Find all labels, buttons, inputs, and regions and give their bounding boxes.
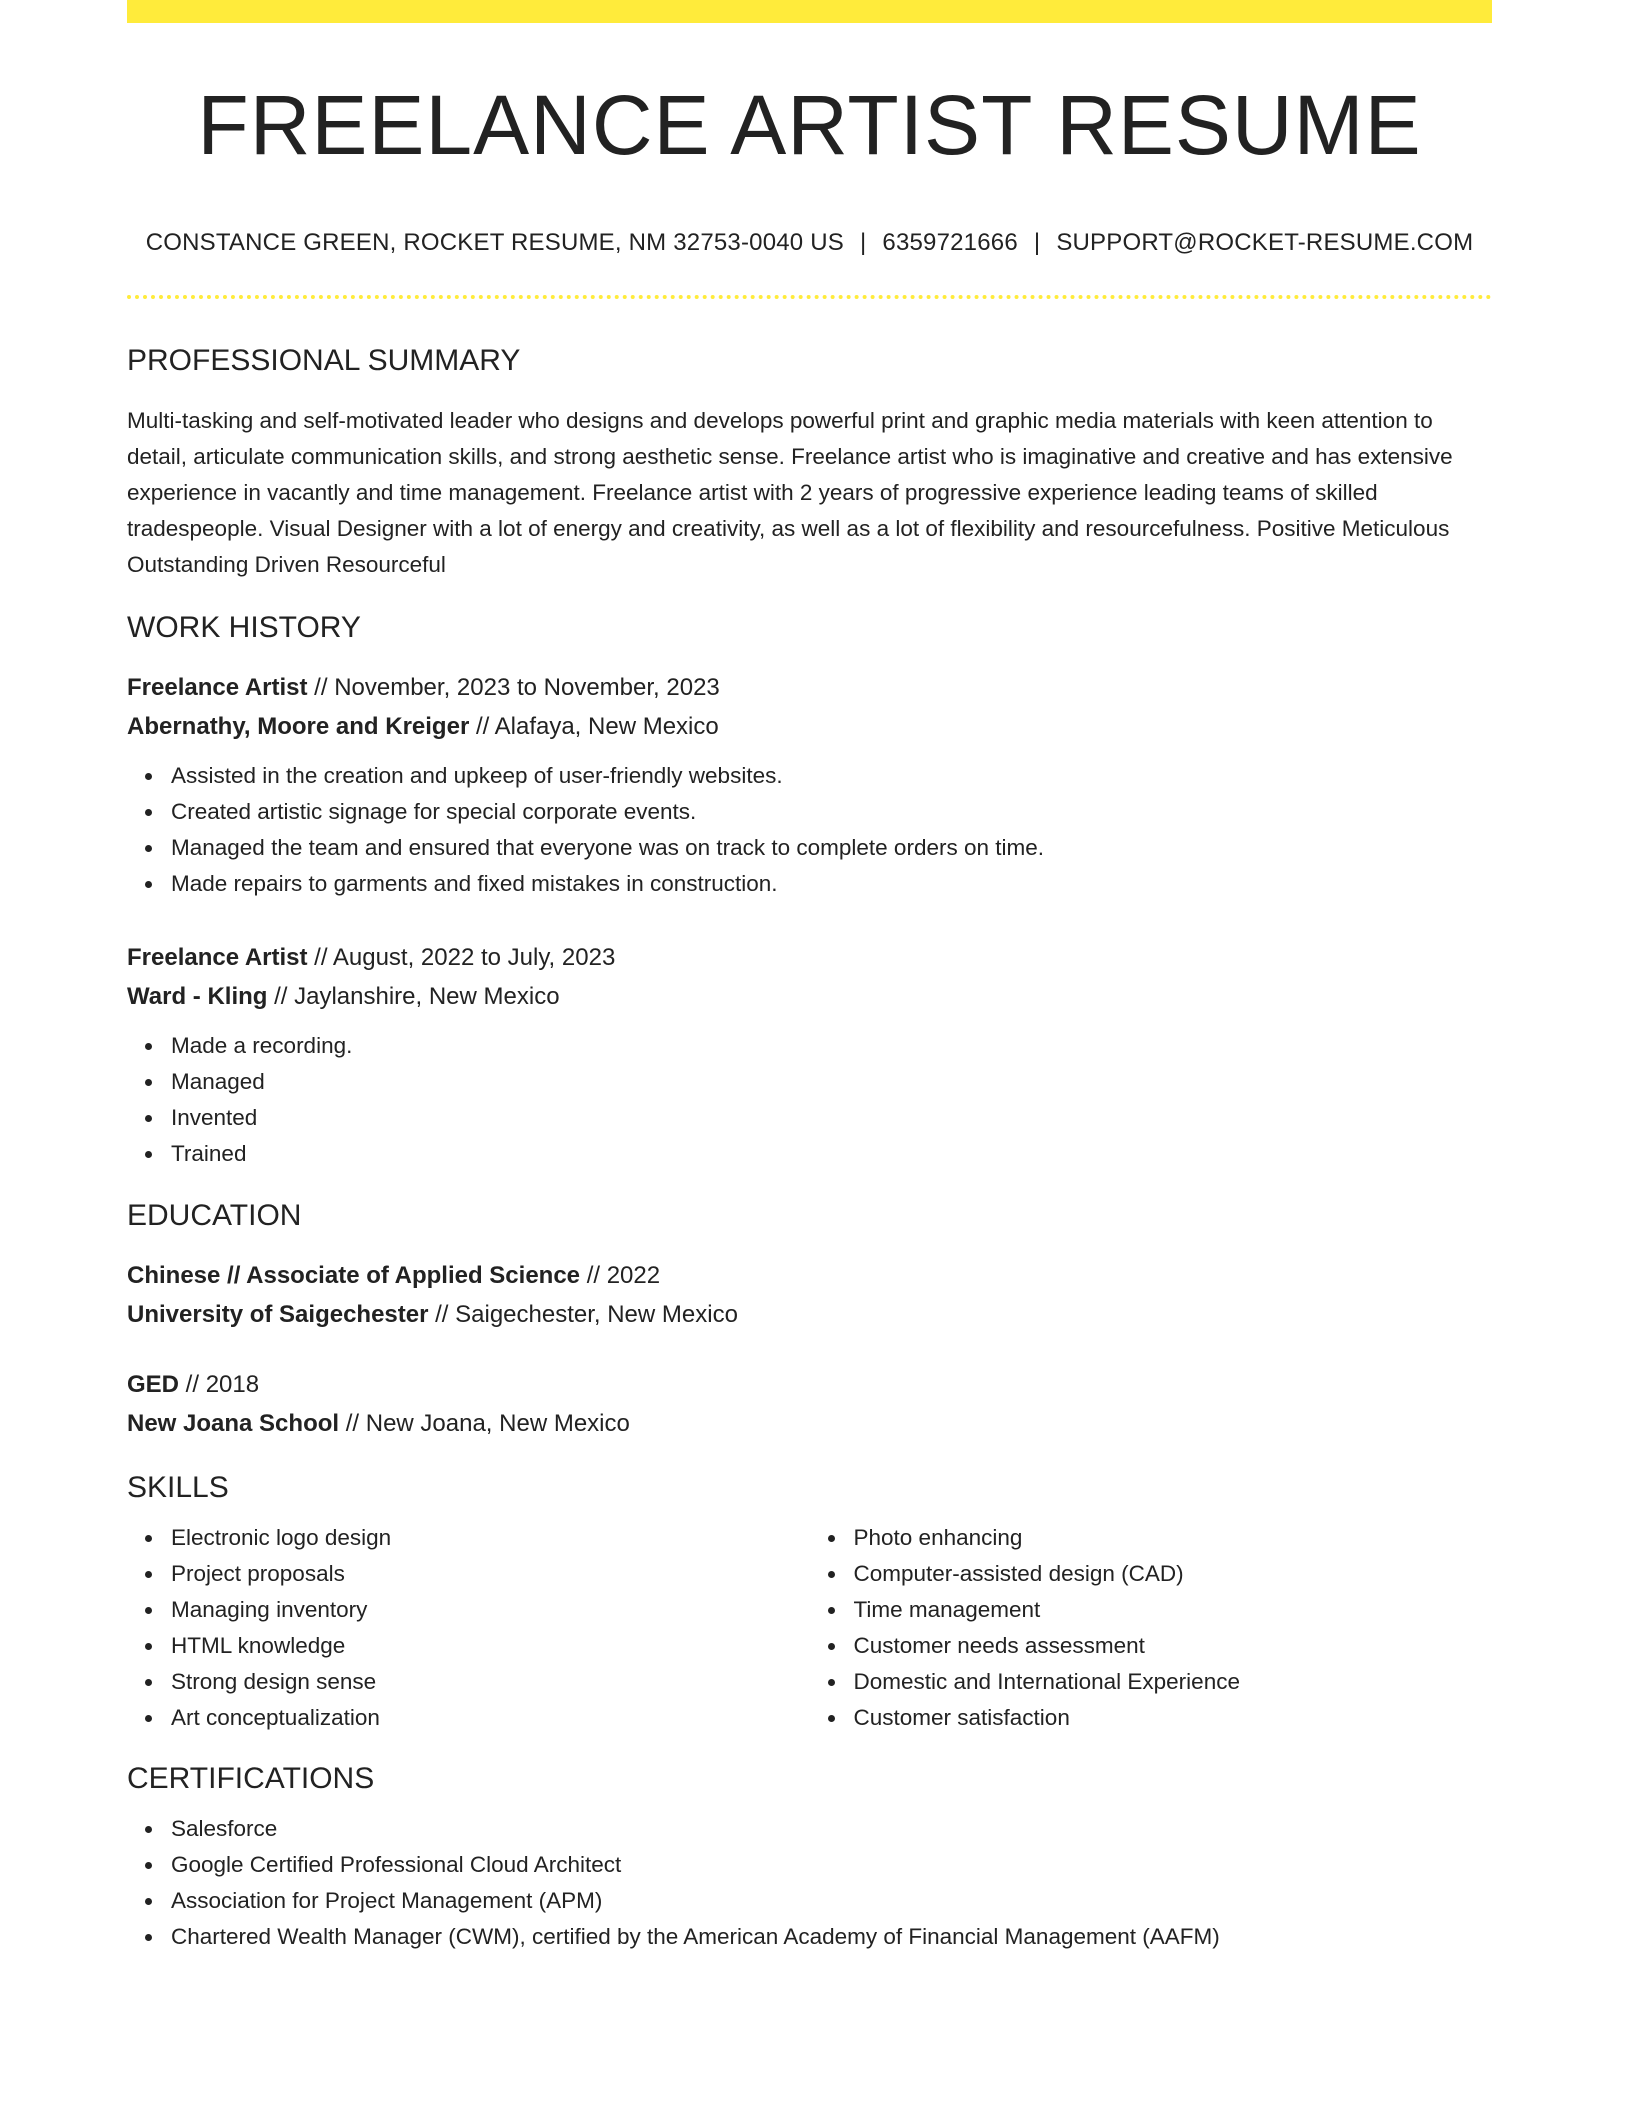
education-location: // Saigechester, New Mexico: [428, 1300, 738, 1328]
skills-section: [127, 1470, 1492, 1736]
job-title-line: [127, 938, 1492, 977]
education-degree: GED: [127, 1370, 180, 1398]
job-bullet: Managed: [171, 1064, 1492, 1100]
education-entry: [127, 1256, 1492, 1334]
skill-item: Time management: [854, 1592, 1493, 1628]
skill-item: Art conceptualization: [171, 1700, 810, 1736]
job-bullets: [127, 1028, 1492, 1172]
summary-heading: PROFESSIONAL SUMMARY: [127, 343, 521, 377]
top-accent-bar: [127, 0, 1492, 23]
skill-item: Customer needs assessment: [854, 1628, 1493, 1664]
job-bullet: Made a recording.: [171, 1028, 1492, 1064]
summary-text: Multi-tasking and self-motivated leader who designs and develops powerful print and graphic media materials with keen attention to detail, articulate communication skills, and strong aesthetic sense. Freelance artist who is imaginative and creative and has extensive experience in vacantly and time management. Freelance artist with 2 years of progressive experience leading teams of skilled tradespeople. Visual Designer with a lot of energy and creativity, as well as a lot of flexibility and resourcefulness. Positive Meticulous Outstanding Driven Resourceful: [127, 407, 1453, 577]
contact-separator: |: [859, 229, 867, 256]
job-bullet: Trained: [171, 1136, 1492, 1172]
job-company: Abernathy, Moore and Kreiger: [127, 712, 470, 740]
education-degree-line: [127, 1256, 1492, 1295]
job-bullet: Invented: [171, 1100, 1492, 1136]
contact-address: CONSTANCE GREEN, ROCKET RESUME, NM 32753-0040 US: [145, 229, 844, 256]
skills-grid: [127, 1520, 1492, 1736]
skill-item: Managing inventory: [171, 1592, 810, 1628]
contact-phone: 6359721666: [882, 229, 1018, 256]
job-company: Ward - Kling: [127, 982, 268, 1010]
job-location: // Jaylanshire, New Mexico: [267, 982, 560, 1010]
certification-item: Association for Project Management (APM): [171, 1883, 1492, 1919]
skill-item: Computer-assisted design (CAD): [854, 1556, 1493, 1592]
certification-item: Google Certified Professional Cloud Architect: [171, 1847, 1492, 1883]
resume-page: [127, 0, 1492, 1955]
job-company-line: [127, 977, 1492, 1016]
job-bullet: Managed the team and ensured that everyone was on track to complete orders on time.: [171, 830, 1492, 866]
contact-separator: |: [1033, 229, 1041, 256]
education-degree: Chinese // Associate of Applied Science: [127, 1261, 581, 1289]
job-bullet: Created artistic signage for special corporate events.: [171, 794, 1492, 830]
education-degree-line: [127, 1365, 1492, 1404]
summary-section: [127, 343, 1492, 583]
education-section: [127, 1198, 1492, 1443]
skill-item: Project proposals: [171, 1556, 810, 1592]
certification-item: Chartered Wealth Manager (CWM), certified by the American Academy of Financial Management (AAFM): [171, 1919, 1492, 1955]
job-bullet: Assisted in the creation and upkeep of user-friendly websites.: [171, 758, 1492, 794]
education-location: // New Joana, New Mexico: [339, 1409, 630, 1437]
education-year: // 2022: [580, 1261, 661, 1289]
skills-column-right: [810, 1520, 1493, 1736]
skill-item: Customer satisfaction: [854, 1700, 1493, 1736]
dotted-divider: [127, 295, 1492, 299]
skill-item: Strong design sense: [171, 1664, 810, 1700]
job-bullet: Made repairs to garments and fixed mistakes in construction.: [171, 866, 1492, 902]
contact-line: [127, 229, 1492, 258]
education-school: University of Saigechester: [127, 1300, 429, 1328]
education-school-line: [127, 1404, 1492, 1443]
skill-item: Electronic logo design: [171, 1520, 810, 1556]
education-heading: EDUCATION: [127, 1198, 302, 1232]
contact-email: SUPPORT@ROCKET-RESUME.COM: [1056, 229, 1474, 256]
education-entry: [127, 1365, 1492, 1443]
job-title: Freelance Artist: [127, 673, 308, 701]
education-year: // 2018: [179, 1370, 260, 1398]
certifications-heading: CERTIFICATIONS: [127, 1761, 375, 1795]
certification-item: Salesforce: [171, 1811, 1492, 1847]
education-school: New Joana School: [127, 1409, 340, 1437]
education-school-line: [127, 1295, 1492, 1334]
job-title: Freelance Artist: [127, 943, 308, 971]
job-entry: [127, 938, 1492, 1172]
job-location: // Alafaya, New Mexico: [469, 712, 719, 740]
certifications-section: [127, 1761, 1492, 1955]
skill-item: Photo enhancing: [854, 1520, 1493, 1556]
skill-item: HTML knowledge: [171, 1628, 810, 1664]
skills-column-left: [127, 1520, 810, 1736]
certifications-list: [127, 1811, 1492, 1955]
job-company-line: [127, 707, 1492, 746]
work-history-heading: WORK HISTORY: [127, 610, 361, 644]
work-history-section: [127, 610, 1492, 1172]
job-dates: // November, 2023 to November, 2023: [307, 673, 720, 701]
skills-heading: SKILLS: [127, 1470, 229, 1504]
job-title-line: [127, 668, 1492, 707]
job-entry: [127, 668, 1492, 902]
skill-item: Domestic and International Experience: [854, 1664, 1493, 1700]
resume-title: FREELANCE ARTIST RESUME: [197, 78, 1422, 172]
job-bullets: [127, 758, 1492, 902]
job-dates: // August, 2022 to July, 2023: [307, 943, 616, 971]
